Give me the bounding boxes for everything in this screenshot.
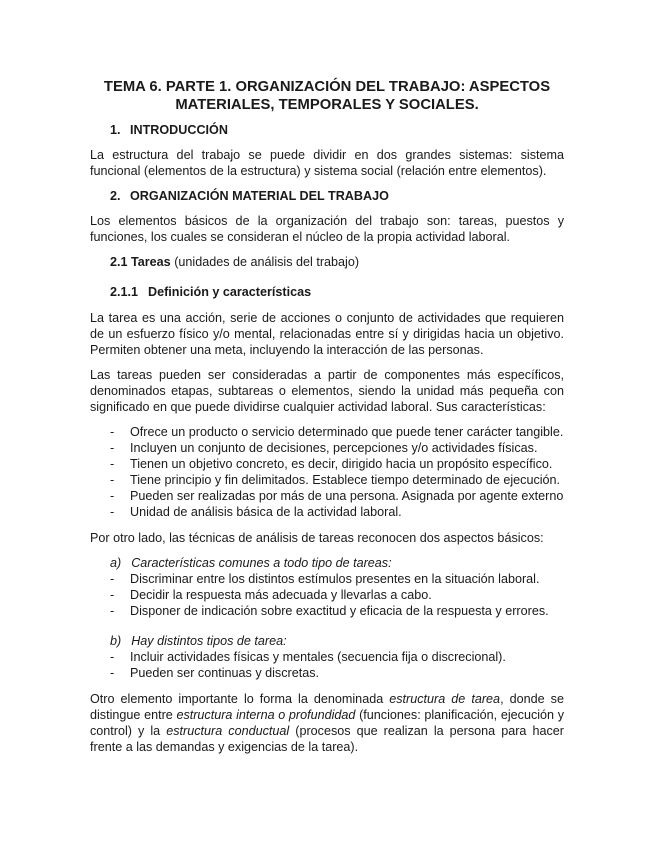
task-structure-paragraph: [90, 691, 564, 755]
section-2-1-number: 2.1: [110, 255, 128, 269]
list-item-text: Unidad de análisis básica de la actividad laboral.: [130, 505, 402, 519]
italic-term: estructura de tarea: [389, 692, 501, 706]
section-1-number: 1.: [110, 123, 121, 137]
document-content: [90, 78, 564, 764]
list-item: [90, 649, 564, 665]
italic-term: estructura conductual: [166, 724, 290, 738]
section-2-paragraph: Los elementos básicos de la organización del trabajo son: tareas, puestos y funciones, los cuales se consideran el núcleo de la propia actividad laboral.: [90, 214, 564, 244]
list-item: [90, 587, 564, 603]
dash-bullet: -: [110, 457, 115, 471]
title-line-2: MATERIALES, TEMPORALES Y SOCIALES.: [175, 97, 479, 113]
section-2-title: ORGANIZACIÓN MATERIAL DEL TRABAJO: [130, 189, 389, 203]
list-item: [90, 504, 564, 520]
aspect-b-letter: b): [110, 634, 122, 648]
section-1-title: INTRODUCCIÓN: [130, 123, 228, 137]
list-item-text: Discriminar entre los distintos estímulos presentes en la situación laboral.: [130, 572, 540, 586]
section-1-heading: [90, 122, 564, 138]
section-2-1-heading: [90, 254, 564, 270]
characteristics-list: [90, 424, 564, 520]
section-2-1-title: Tareas: [131, 255, 171, 269]
section-2-number: 2.: [110, 189, 121, 203]
list-item-text: Tienen un objetivo concreto, es decir, dirigido hacia un propósito específico.: [130, 457, 553, 471]
list-item: [90, 665, 564, 681]
dash-bullet: -: [110, 505, 115, 519]
page-title: [90, 78, 564, 114]
list-item: [90, 472, 564, 488]
list-item-text: Incluir actividades físicas y mentales (secuencia fija o discrecional).: [130, 650, 506, 664]
list-item: [90, 424, 564, 440]
dash-bullet: -: [110, 604, 115, 618]
paragraph-text: (procesos que realizan la persona para hacer frente a las demandas y exigencias de la tarea).: [90, 724, 564, 754]
section-1-paragraph: La estructura del trabajo se puede dividir en dos grandes sistemas: sistema funcional (elementos de la estructura) y sistema social (relación entre elementos).: [90, 148, 564, 178]
dash-bullet: -: [110, 489, 115, 503]
dash-bullet: -: [110, 425, 115, 439]
dash-bullet: -: [110, 588, 115, 602]
aspect-a-heading: [90, 555, 564, 571]
section-2-1-1-heading: [90, 284, 564, 300]
dash-bullet: -: [110, 650, 115, 664]
aspect-b-heading: [90, 633, 564, 649]
list-item: [90, 440, 564, 456]
section-2-heading: [90, 188, 564, 204]
list-item: [90, 488, 564, 504]
paragraph-text: , donde se distingue entre: [90, 692, 564, 722]
list-item-text: Pueden ser continuas y discretas.: [130, 666, 320, 680]
dash-bullet: -: [110, 572, 115, 586]
section-2-1-1-title: Definición y características: [148, 285, 312, 299]
list-item: [90, 456, 564, 472]
list-item: [90, 571, 564, 587]
list-item-text: Ofrece un producto o servicio determinado que puede tener carácter tangible.: [130, 425, 564, 439]
list-item-text: Decidir la respuesta más adecuada y llevarlas a cabo.: [130, 588, 432, 602]
section-2-1-subtitle: (unidades de análisis del trabajo): [170, 255, 360, 269]
dash-bullet: -: [110, 666, 115, 680]
paragraph-text: Otro elemento importante lo forma la denominada: [90, 692, 390, 706]
aspect-a-list: [90, 571, 564, 619]
aspect-b-title: Hay distintos tipos de tarea:: [131, 634, 287, 648]
list-item: [90, 603, 564, 619]
paragraph-text: (funciones: planificación, ejecución y control) y la: [90, 708, 564, 738]
title-line-1: TEMA 6. PARTE 1. ORGANIZACIÓN DEL TRABAJO: ASPECTOS: [103, 79, 551, 95]
italic-term: estructura interna o profundidad: [176, 708, 356, 722]
list-item-text: Pueden ser realizadas por más de una persona. Asignada por agente externo: [130, 489, 564, 503]
dash-bullet: -: [110, 473, 115, 487]
aspect-a-letter: a): [110, 556, 122, 570]
components-paragraph: Las tareas pueden ser consideradas a partir de componentes más específicos, denominados etapas, subtareas o elementos, siendo la unidad más pequeña con significado en que puede dividirse cualquier actividad laboral. Sus características:: [90, 368, 564, 414]
aspect-a-title: Características comunes a todo tipo de tareas:: [131, 556, 392, 570]
section-2-1-1-number: 2.1.1: [110, 285, 139, 299]
aspect-b-list: [90, 649, 564, 681]
analysis-paragraph: Por otro lado, las técnicas de análisis de tareas reconocen dos aspectos básicos:: [90, 531, 544, 545]
list-item-text: Disponer de indicación sobre exactitud y eficacia de la respuesta y errores.: [130, 604, 549, 618]
list-item-text: Tiene principio y fin delimitados. Establece tiempo determinado de ejecución.: [130, 473, 561, 487]
dash-bullet: -: [110, 441, 115, 455]
list-item-text: Incluyen un conjunto de decisiones, percepciones y/o actividades físicas.: [130, 441, 538, 455]
definition-paragraph: La tarea es una acción, serie de acciones o conjunto de actividades que requieren de un esfuerzo físico y/o mental, relacionadas entre sí y dirigidas hacia un objetivo. Permiten obtener una meta, incluyendo la interacción de las personas.: [90, 311, 564, 357]
